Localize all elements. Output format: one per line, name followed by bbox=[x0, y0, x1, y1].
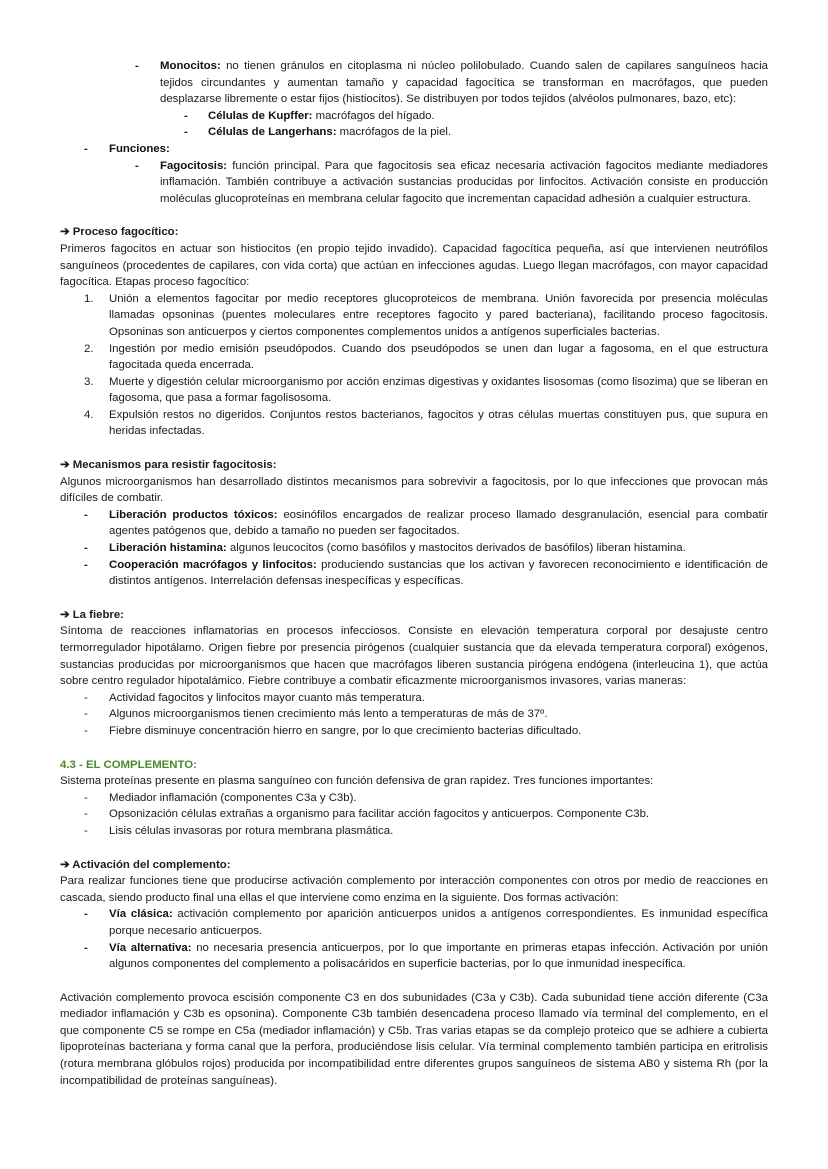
bullet-dash: - bbox=[84, 142, 88, 155]
list-item bbox=[60, 706, 768, 723]
term-cooperacion: Cooperación macrófagos y linfocitos: bbox=[109, 558, 317, 571]
heading-fiebre: ➔ La fiebre: bbox=[60, 608, 124, 621]
bullet-dash: - bbox=[135, 60, 139, 72]
proceso-intro: Primeros fagocitos en actuar son histiocitos (en propio tejido invadido). Capacidad fagocítica pequeña, así que intervienen neutrófilos sanguíneos (procedentes de capilares, con vida corta) que actúan en infecciones agudas. Luego llegan macrófagos, con mayor capacidad fagocítica. Etapas proceso fagocítico: bbox=[60, 242, 768, 289]
list-item-funciones bbox=[60, 141, 768, 158]
cooperacion-text: produciendo sustancias que los activan y favorecen reconocimiento e identificación de distintos antígenos. Interrelación defensas inespecíficas y específicas. bbox=[109, 558, 768, 588]
heading-mecanismos: ➔ Mecanismos para resistir fagocitosis: bbox=[60, 459, 277, 472]
bullet-dash: - bbox=[84, 808, 88, 821]
list-item-via-clasica bbox=[60, 906, 768, 939]
step-text: Ingestión por medio emisión pseudópodos. Cuando dos pseudópodos se unen dan lugar a fagosoma, en el que estructura fagocitada queda encerrada. bbox=[109, 342, 768, 372]
step-text: Unión a elementos fagocitar por medio receptores glucoproteicos de membrana. Unión favorecida por presencia moléculas llamadas opsoninas (puentes moleculares entre receptores fagocito y pared bacteriana), facilitando proceso fagocitosis. Opsoninas son anticuerpos y ciertos componentes complementos unidos a antígenos superficiales bacterias. bbox=[109, 292, 768, 338]
mecanismos-intro: Algunos microorganismos han desarrollado distintos mecanismos para sobrevivir a fagocitosis, por lo que infecciones que provocan más difíciles de combatir. bbox=[60, 475, 768, 505]
activacion-closing-paragraph: Activación complemento provoca escisión componente C3 en dos subunidades (C3a y C3b). Cada subunidad tiene acción diferente (C3a mediador inflamación y C3b es opsonina). Componente C3b también desencadena proceso llamado vía terminal del complemento, en el que componente C5 se rompe en C5a (mediador inflamación) y C5b. Tras varias etapas se da complejo proteico que se adhiere a cubierta lipoproteínas bacteriana y forma canal que la perfora, produciéndose lisis celular. Vía terminal complemento también participa en eritrolisis (rotura membrana glóbulos rojos) producida por incompatibilidad entre diferentes grupos sanguíneos de sistema AB0 y sistema Rh (por la incompatibilidad de proteínas sanguíneas). bbox=[60, 991, 768, 1087]
langerhans-text: macrófagos de la piel. bbox=[339, 126, 452, 139]
fagocitosis-text: función principal. Para que fagocitosis sea eficaz necesaria activación fagocitos mediante mediadores inflamación. También contribuye a activación sustancias producidas por linfocitos. Activación consiste en producción moléculas glucoproteínas en membrana celular fagocito que incrementan capacidad adhesión a cualquier estructura. bbox=[160, 159, 768, 205]
bullet-dash: - bbox=[84, 791, 88, 804]
list-item-text: Algunos microorganismos tienen crecimiento más lento a temperaturas de más de 37º. bbox=[109, 708, 548, 721]
heading-proceso-fagocitico: ➔ Proceso fagocítico: bbox=[60, 226, 179, 239]
list-item bbox=[60, 723, 768, 740]
via-alternativa-text: no necesaria presencia anticuerpos, por lo que importante en primeras etapas infección. Activación por unión algunos componentes del complemento a polisacáridos en superficie bacterias, por lo que inmunidad inespecífica. bbox=[109, 941, 768, 971]
term-monocitos: Monocitos: bbox=[160, 60, 221, 72]
list-item-productos-toxicos bbox=[60, 507, 768, 540]
step-2 bbox=[60, 341, 768, 374]
list-item-via-alternativa bbox=[60, 940, 768, 973]
step-text: Expulsión restos no digeridos. Conjuntos restos bacterianos, fagocitos y otras células muertas constituyen pus, que supura en heridas infectadas. bbox=[109, 408, 768, 438]
bullet-dash: - bbox=[84, 542, 88, 555]
step-number: 1. bbox=[84, 292, 94, 305]
list-item-cooperacion bbox=[60, 557, 768, 590]
fiebre-intro: Síntoma de reacciones inflamatorias en procesos infecciosos. Consiste en elevación temperatura corporal por desajuste centro termorregulador hipotálamo. Origen fiebre por presencia pirógenos (cualquier sustancia que da elevada temperatura corporal) exógenos, sustancias producidas por microorganismos que hacen que macrófagos liberen sustancia pirógena endógena (interleucina 1), que actúa sobre centro regulador hipotalámico. Fiebre contribuye a combatir eficazmente microorganismos invasores, varias maneras: bbox=[60, 625, 768, 688]
step-number: 3. bbox=[84, 375, 94, 388]
list-item-fagocitosis bbox=[60, 158, 768, 208]
bullet-dash: - bbox=[84, 908, 88, 921]
via-clasica-text: activación complemento por aparición anticuerpos unidos a antígenos correspondientes. Es inmunidad específica porque necesario anticuerpos. bbox=[109, 908, 768, 937]
bullet-dash: - bbox=[84, 708, 88, 721]
step-4 bbox=[60, 407, 768, 440]
complemento-intro: Sistema proteínas presente en plasma sanguíneo con función defensiva de gran rapidez. Tres funciones importantes: bbox=[60, 775, 654, 788]
kupffer-text: macrófagos del hígado. bbox=[315, 109, 435, 122]
list-item bbox=[60, 790, 768, 807]
term-productos-toxicos: Liberación productos tóxicos: bbox=[109, 508, 278, 521]
term-funciones: Funciones: bbox=[109, 142, 170, 155]
list-item bbox=[60, 806, 768, 823]
bullet-dash: - bbox=[135, 159, 139, 172]
list-item bbox=[60, 690, 768, 707]
heading-activacion: ➔ Activación del complemento: bbox=[60, 858, 231, 871]
step-3 bbox=[60, 374, 768, 407]
activacion-intro: Para realizar funciones tiene que producirse activación complemento por interacción componentes con otros por medio de reacciones en cascada, siendo producto final una ellas el que interviene como enzima en la siguiente. Dos formas activación: bbox=[60, 875, 768, 904]
bullet-dash: - bbox=[84, 824, 88, 837]
bullet-dash: - bbox=[184, 109, 188, 122]
productos-toxicos-text: eosinófilos encargados de realizar proceso llamado desgranulación, esencial para combatir agentes patógenos que, debido a tamaño no pueden ser fagocitados. bbox=[109, 508, 768, 538]
bullet-dash: - bbox=[84, 558, 88, 571]
bullet-dash: - bbox=[84, 724, 88, 737]
list-item-text: Fiebre disminuye concentración hierro en sangre, por lo que crecimiento bacterias dificultado. bbox=[109, 724, 582, 737]
list-item-langerhans bbox=[60, 124, 768, 141]
list-item-text: Lisis células invasoras por rotura membrana plasmática. bbox=[109, 824, 394, 837]
document-page bbox=[60, 58, 768, 1089]
monocitos-text: no tienen gránulos en citoplasma ni núcleo polilobulado. Cuando salen de capilares sanguíneos hacia tejidos circundantes y aumentan tamaño y capacidad fagocítica se transforman en macrófagos, que pueden desplazarse libremente o estar fijos (histiocitos). Se distribuyen por todos tejidos (alvéolos pulmonares, bazo, etc): bbox=[160, 60, 768, 106]
list-item-text: Opsonización células extrañas a organismo para facilitar acción fagocitos y anticuerpos. Componente C3b. bbox=[109, 808, 650, 821]
list-item-text: Actividad fagocitos y linfocitos mayor cuanto más temperatura. bbox=[109, 691, 425, 704]
step-number: 2. bbox=[84, 342, 94, 355]
bullet-dash: - bbox=[184, 126, 188, 139]
list-item bbox=[60, 823, 768, 840]
term-fagocitosis: Fagocitosis: bbox=[160, 159, 228, 172]
list-item-monocitos bbox=[60, 58, 768, 108]
step-text: Muerte y digestión celular microorganismo por acción enzimas digestivas y oxidantes lisosomas (como lisozima) que se liberan en fagosoma, que pasa a formar fagolisosoma. bbox=[109, 375, 768, 405]
list-item-histamina bbox=[60, 540, 768, 557]
list-item-kupffer bbox=[60, 108, 768, 125]
term-histamina: Liberación histamina: bbox=[109, 542, 227, 555]
list-item-text: Mediador inflamación (componentes C3a y C3b). bbox=[109, 791, 357, 804]
step-1 bbox=[60, 291, 768, 341]
section-heading-complemento: 4.3 - EL COMPLEMENTO: bbox=[60, 758, 197, 771]
bullet-dash: - bbox=[84, 691, 88, 704]
term-via-clasica: Vía clásica: bbox=[109, 908, 173, 921]
term-kupffer: Células de Kupffer: bbox=[208, 109, 313, 122]
bullet-dash: - bbox=[84, 508, 88, 521]
bullet-dash: - bbox=[84, 941, 88, 954]
term-langerhans: Células de Langerhans: bbox=[208, 126, 337, 139]
term-via-alternativa: Vía alternativa: bbox=[109, 941, 192, 954]
histamina-text: algunos leucocitos (como basófilos y mastocitos derivados de basófilos) liberan histamina. bbox=[229, 542, 686, 555]
step-number: 4. bbox=[84, 408, 94, 421]
